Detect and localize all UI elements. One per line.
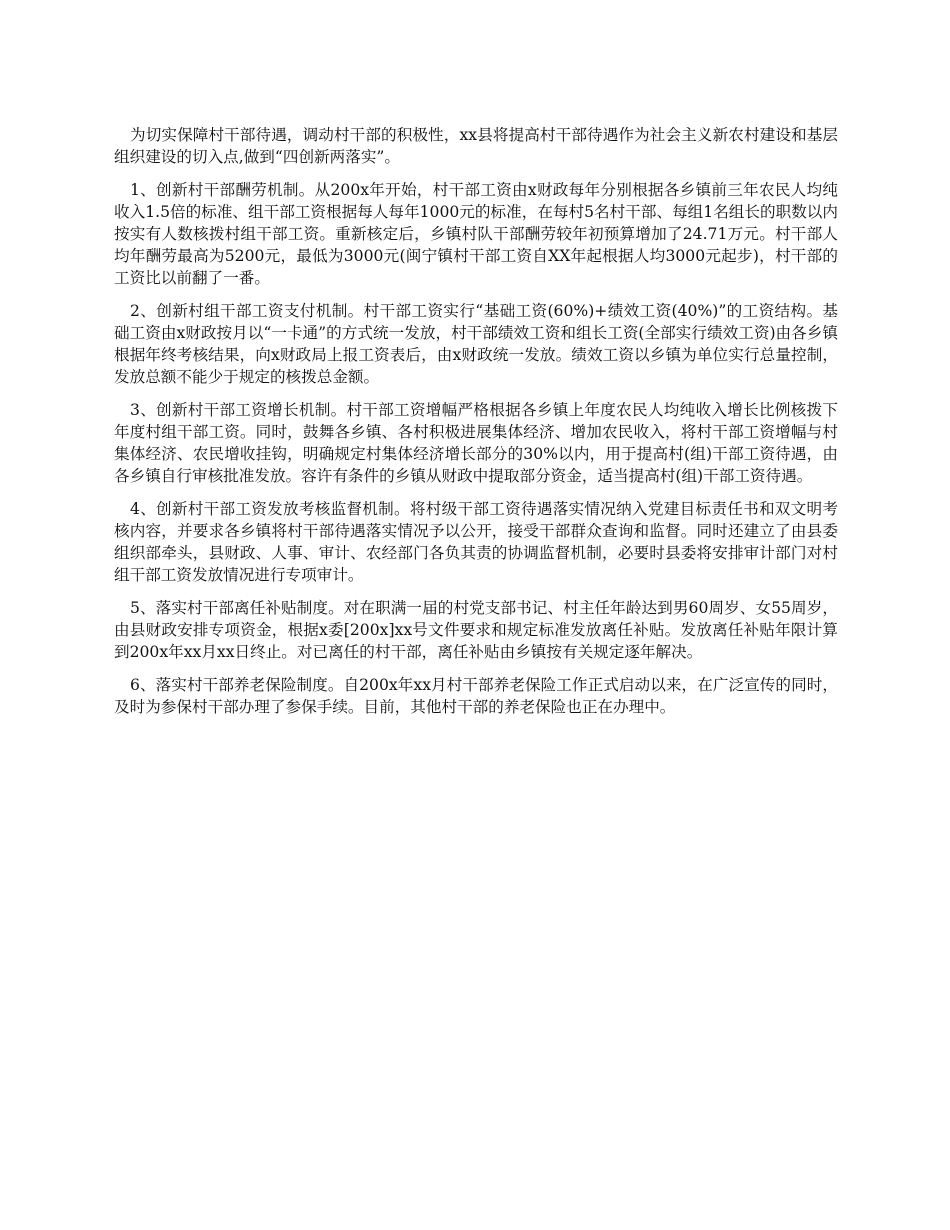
intro-paragraph: 为切实保障村干部待遇，调动村干部的积极性，xx县将提高村干部待遇作为社会主义新农村建设和基层组织建设的切入点,做到“四创新两落实”。 bbox=[114, 126, 838, 166]
paragraph-3-growth-mechanism: 3、创新村干部工资增长机制。村干部工资增幅严格根据各乡镇上年度农民人均纯收入增长比例核拨下年度村组干部工资。同时，鼓舞各乡镇、各村积极进展集体经济、增加农民收入，将村干部工资增幅与村集体经济、农民增收挂钩，明确规定村集体经济增长部分的30%以内，用于提高村(组)干部工资待遇，由各乡镇自行审核批准发放。容许有条件的乡镇从财政中提取部分资金，适当提高村(组)干部工资待遇。 bbox=[114, 401, 838, 485]
paragraph-4-supervision-mechanism: 4、创新村干部工资发放考核监督机制。将村级干部工资待遇落实情况纳入党建目标责任书和双文明考核内容，并要求各乡镇将村干部待遇落实情况予以公开，接受干部群众查询和监督。同时还建立了由县委组织部牵头，县财政、人事、审计、农经部门各负其责的协调监督机制，必要时县委将安排审计部门对村组干部工资发放情况进行专项审计。 bbox=[114, 500, 838, 584]
paragraph-5-retirement-subsidy: 5、落实村干部离任补贴制度。对在职满一届的村党支部书记、村主任年龄达到男60周岁、女55周岁，由县财政安排专项资金，根据x委[200x]xx号文件要求和规定标准发放离任补贴。发放离任补贴年限计算到200x年xx月xx日终止。对已离任的村干部，离任补贴由乡镇按有关规定逐年解决。 bbox=[114, 599, 838, 661]
paragraph-2-payment-mechanism: 2、创新村组干部工资支付机制。村干部工资实行“基础工资(60%)+绩效工资(40%)”的工资结构。基础工资由x财政按月以“一卡通”的方式统一发放，村干部绩效工资和组长工资(全部实行绩效工资)由各乡镇根据年终考核结果，向x财政局上报工资表后，由x财政统一发放。绩效工资以乡镇为单位实行总量控制，发放总额不能少于规定的核拨总金额。 bbox=[114, 302, 838, 386]
paragraph-6-pension-insurance: 6、落实村干部养老保险制度。自200x年xx月村干部养老保险工作正式启动以来，在广泛宣传的同时，及时为参保村干部办理了参保手续。目前，其他村干部的养老保险也正在办理中。 bbox=[114, 676, 838, 716]
paragraph-1-salary-mechanism: 1、创新村干部酬劳机制。从200x年开始，村干部工资由x财政每年分别根据各乡镇前三年农民人均纯收入1.5倍的标准、组干部工资根据每人每年1000元的标准，在每村5名村干部、每组1名组长的职数以内按实有人数核拨村组干部工资。重新核定后，乡镇村队干部酬劳较年初预算增加了24.71万元。村干部人均年酬劳最高为5200元，最低为3000元(闽宁镇村干部工资自XX年起根据人均3000元起步)，村干部的工资比以前翻了一番。 bbox=[114, 181, 838, 287]
document-body bbox=[114, 124, 838, 729]
